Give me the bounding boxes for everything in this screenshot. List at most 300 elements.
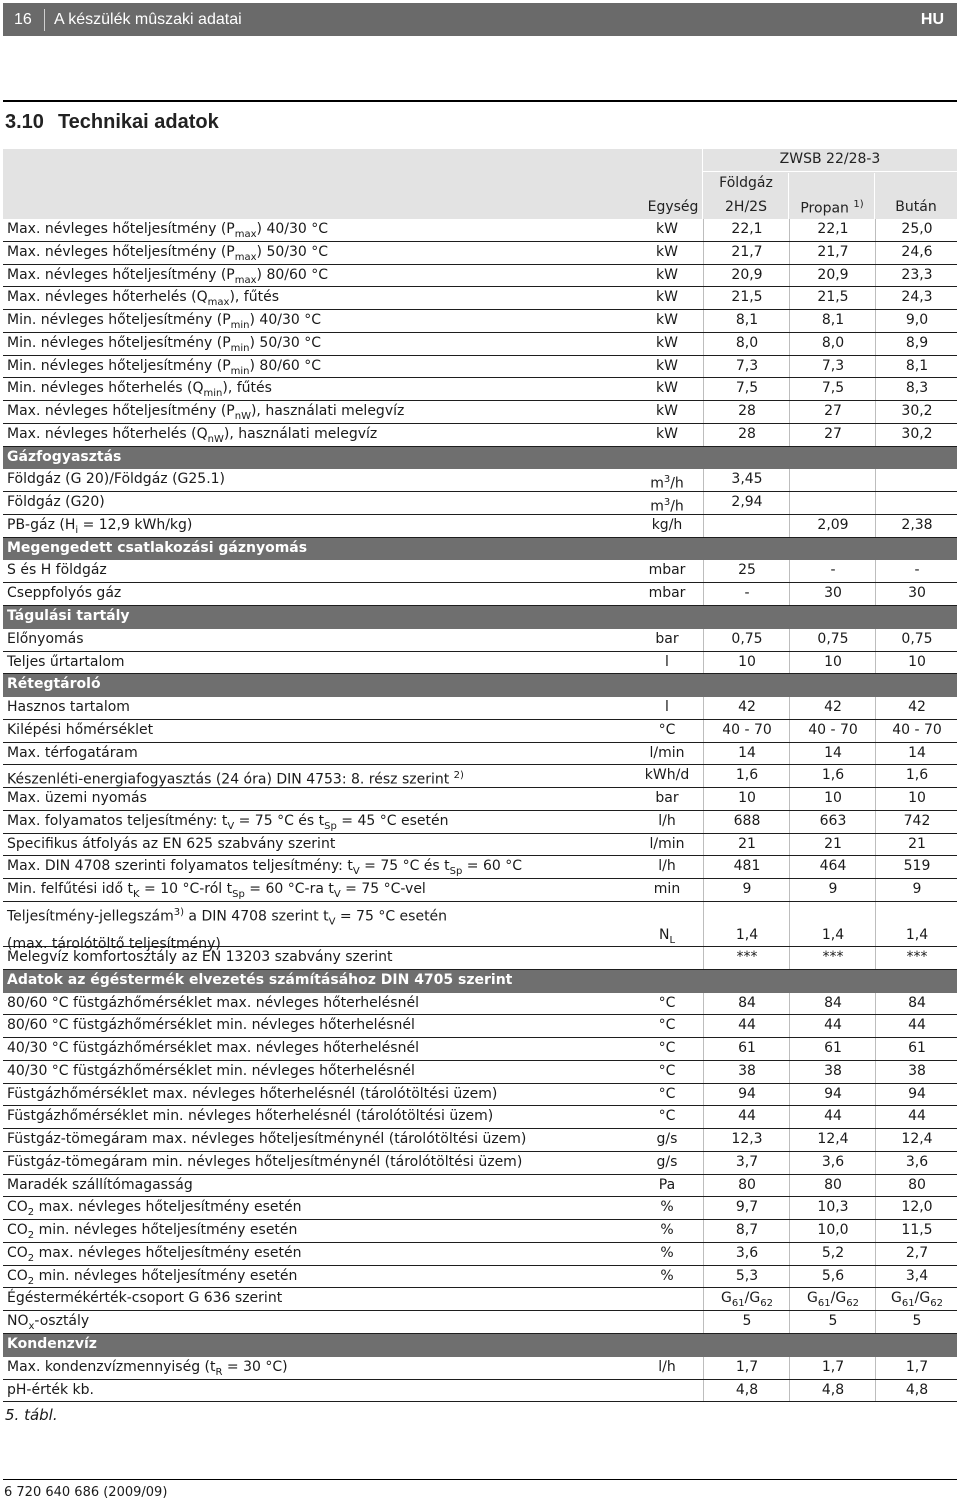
row-unit: kW: [656, 425, 678, 442]
document-number: 6 720 640 686 (2009/09): [4, 1485, 168, 1500]
column-divider: [789, 1129, 790, 1151]
column-divider: [703, 1243, 704, 1265]
row-unit: mbar: [648, 562, 686, 579]
value-butane: 40 - 70: [892, 721, 942, 738]
value-propane: 8,0: [821, 334, 845, 351]
column-divider: [789, 1175, 790, 1197]
row-label: Készenléti-energiafogyasztás (24 óra) DIN 4753: 8. rész szerint $^{2)}$: [7, 770, 464, 789]
value-propane: 21,5: [817, 289, 849, 306]
column-divider: [875, 993, 876, 1015]
value-propane: 5,2: [821, 1244, 845, 1261]
row-label: Max. térfogatáram: [7, 744, 138, 761]
column-divider: [875, 856, 876, 878]
value-butane: 11,5: [901, 1222, 933, 1239]
table-row: [3, 720, 957, 743]
row-label: Kilépési hőmérséklet: [7, 721, 154, 738]
table-row: [3, 1152, 957, 1175]
row-label: pH-érték kb.: [7, 1381, 94, 1398]
column-divider: [875, 720, 876, 742]
value-butane: 80: [908, 1176, 926, 1193]
row-label: Teljesítmény-jellegszám$^{3)}$ a DIN 4708 szerint $t_V = 75$ °C esetén (max. tárolótöltő teljesítmény): [7, 906, 448, 953]
value-propane: 1,4: [821, 926, 845, 943]
column-divider: [789, 765, 790, 787]
value-natural-gas: 80: [738, 1176, 756, 1193]
table-row: [3, 1311, 957, 1334]
column-divider: [703, 1129, 704, 1151]
value-natural-gas: ***: [736, 948, 758, 965]
row-label: Max. névleges hőterhelés $(Q_{nW})$, használati melegvíz: [7, 425, 378, 445]
column-divider: [789, 310, 790, 332]
column-divider: [703, 1084, 704, 1106]
value-propane: 27: [824, 403, 842, 420]
value-propane: 663: [819, 812, 847, 829]
column-divider: [789, 1152, 790, 1174]
column-divider: [875, 287, 876, 309]
spec-table: [3, 219, 957, 1402]
row-unit: mbar: [648, 585, 686, 602]
table-row: [3, 469, 957, 492]
column-divider: [875, 1152, 876, 1174]
table-row: [3, 1357, 957, 1380]
value-natural-gas: 1,7: [735, 1358, 759, 1375]
value-butane: 9,0: [905, 312, 929, 329]
column-divider: [789, 492, 790, 514]
chapter-title: A készülék mûszaki adatai: [54, 11, 242, 28]
row-label: Füstgázhőmérséklet min. névleges hőterhelésnél (tárolótöltési üzem): [7, 1108, 494, 1125]
table-row: [3, 333, 957, 356]
row-unit: kW: [656, 243, 678, 260]
column-divider: [789, 788, 790, 810]
column-divider: [789, 515, 790, 537]
column-divider: [789, 1357, 790, 1379]
section-number: 3.10: [5, 111, 44, 133]
column-divider: [875, 1357, 876, 1379]
table-row: [3, 1266, 957, 1289]
table-section-header: [3, 606, 957, 629]
column-divider: [789, 1106, 790, 1128]
butane-header: Bután: [895, 199, 937, 215]
row-label: Min. névleges hőteljesítmény $(P_{min})$ 80/60 °C: [7, 357, 321, 377]
column-divider: [875, 947, 876, 969]
column-divider: [789, 1084, 790, 1106]
table-row: [3, 219, 957, 242]
value-propane: ***: [822, 948, 844, 965]
row-unit: kW: [656, 312, 678, 329]
row-label: Min. felfűtési idő $t_K = 10$ °C-ról $t_{Sp} = 60$ °C-ra $t_V = 75$ °C-vel: [7, 881, 426, 900]
value-butane: 30: [908, 585, 926, 602]
row-unit: l/h: [658, 858, 676, 875]
column-divider: [703, 356, 704, 378]
row-unit: kW: [656, 266, 678, 283]
row-unit: l/h: [658, 812, 676, 829]
row-unit: kW: [656, 357, 678, 374]
row-unit: $N_L$: [658, 926, 676, 946]
row-label: Földgáz (G20): [7, 494, 105, 511]
row-label: $NO_x$-osztály: [7, 1313, 90, 1333]
row-label: Égéstermékérték-csoport G 636 szerint: [7, 1290, 283, 1307]
table-row: [3, 492, 957, 515]
value-natural-gas: 7,3: [735, 357, 759, 374]
value-butane: 14: [908, 744, 926, 761]
row-unit: %: [660, 1267, 674, 1284]
row-unit: min: [653, 881, 681, 898]
row-label: Max. névleges hőteljesítmény $(P_{max})$ 40/30 °C: [7, 221, 329, 240]
column-divider: [875, 356, 876, 378]
table-row: [3, 1129, 957, 1152]
column-divider: [789, 287, 790, 309]
column-divider: [875, 1175, 876, 1197]
value-natural-gas: 8,7: [735, 1222, 759, 1239]
row-unit: l/min: [649, 744, 685, 761]
table-row: [3, 356, 957, 379]
column-divider: [703, 947, 704, 969]
gas-group-header: Földgáz: [719, 175, 773, 191]
row-label: Max. névleges hőteljesítmény $(P_{nW})$, használati melegvíz: [7, 403, 405, 422]
column-divider: [789, 1288, 790, 1310]
column-divider: [703, 1288, 704, 1310]
column-divider: [875, 219, 876, 241]
column-divider: [703, 219, 704, 241]
column-divider: [703, 310, 704, 332]
page-number: 16: [14, 11, 32, 28]
value-butane: 24,3: [901, 289, 933, 306]
section-label: Rétegtároló: [7, 676, 101, 693]
language-code: HU: [920, 11, 944, 28]
row-unit: $m^3/h$: [650, 474, 684, 493]
table-row: [3, 629, 957, 652]
value-butane: 61: [908, 1040, 926, 1057]
header-divider: [788, 173, 789, 219]
row-unit: °C: [658, 994, 676, 1011]
column-divider: [703, 515, 704, 537]
row-unit: l: [665, 699, 669, 716]
column-divider: [703, 378, 704, 400]
column-divider: [875, 1084, 876, 1106]
column-divider: [875, 401, 876, 423]
value-propane: 30: [824, 585, 842, 602]
row-unit: kW: [656, 334, 678, 351]
value-butane: 1,4: [905, 926, 929, 943]
row-label: PB-gáz ($H_i = 12,9$ kWh/kg): [7, 516, 193, 536]
column-divider: [789, 834, 790, 856]
column-divider: [789, 1220, 790, 1242]
column-divider: [789, 652, 790, 674]
column-divider: [789, 378, 790, 400]
column-divider: [703, 765, 704, 787]
column-divider: [703, 424, 704, 446]
column-divider: [703, 993, 704, 1015]
value-natural-gas: 61: [738, 1040, 756, 1057]
value-natural-gas: 21,7: [731, 243, 763, 260]
value-propane: 1,7: [821, 1358, 845, 1375]
row-label: Min. névleges hőteljesítmény $(P_{min})$ 40/30 °C: [7, 312, 321, 331]
column-divider: [703, 265, 704, 287]
value-natural-gas: 9,7: [735, 1199, 759, 1216]
value-butane: 2,38: [901, 516, 933, 533]
column-divider: [875, 1038, 876, 1060]
row-unit: bar: [655, 790, 679, 807]
column-divider: [875, 1129, 876, 1151]
table-row: [3, 583, 957, 606]
column-divider: [875, 1197, 876, 1219]
value-natural-gas: 42: [738, 699, 756, 716]
row-label: Max. névleges hőterhelés $(Q_{max})$, fűtés: [7, 289, 279, 309]
table-section-header: [3, 538, 957, 561]
column-divider: [703, 333, 704, 355]
value-natural-gas: 21,5: [731, 289, 763, 306]
unit-header: Egység: [647, 199, 699, 215]
row-label: $CO_2$ min. névleges hőteljesítmény esetén: [7, 1222, 298, 1241]
column-divider: [703, 1357, 704, 1379]
value-propane: 14: [824, 744, 842, 761]
value-propane: 22,1: [817, 221, 849, 237]
value-propane: 61: [824, 1040, 842, 1057]
column-divider: [875, 629, 876, 651]
row-unit: °C: [658, 1108, 676, 1125]
value-natural-gas: 8,1: [735, 312, 759, 329]
column-divider: [875, 583, 876, 605]
column-divider: [789, 697, 790, 719]
value-butane: 8,1: [905, 357, 929, 374]
value-butane: 42: [908, 699, 926, 716]
value-propane: 21,7: [817, 243, 849, 260]
value-natural-gas: 1,6: [735, 767, 759, 784]
column-divider: [789, 242, 790, 264]
table-section-header: [3, 970, 957, 993]
value-natural-gas: 4,8: [735, 1381, 759, 1398]
row-label: Max. névleges hőteljesítmény $(P_{max})$ 50/30 °C: [7, 243, 329, 263]
section-label: Tágulási tartály: [7, 608, 130, 625]
column-divider: [789, 1243, 790, 1265]
section-label: Kondenzvíz: [7, 1335, 97, 1352]
row-unit: kWh/d: [644, 767, 690, 784]
row-label: Max. DIN 4708 szerinti folyamatos teljesítmény: $t_V = 75$ °C és $t_{Sp} = 60$ °C: [7, 858, 523, 878]
row-unit: kg/h: [651, 516, 683, 533]
propane-header: [789, 199, 875, 217]
column-divider: [875, 765, 876, 787]
column-divider: [875, 788, 876, 810]
table-row: [3, 1220, 957, 1243]
value-propane: $G_{61}/G_{62}$: [807, 1290, 859, 1310]
value-propane: 5,6: [821, 1267, 845, 1284]
column-divider: [789, 811, 790, 833]
value-butane: 9: [912, 881, 922, 898]
column-divider: [703, 287, 704, 309]
table-row: [3, 515, 957, 538]
value-butane: 10: [908, 653, 926, 670]
value-butane: 1,7: [905, 1358, 929, 1375]
table-row: [3, 993, 957, 1016]
row-unit: kW: [656, 221, 678, 237]
column-divider: [875, 1311, 876, 1333]
column-divider: [703, 1015, 704, 1037]
table-row: [3, 788, 957, 811]
row-label: Előnyomás: [7, 630, 84, 647]
column-divider: [703, 242, 704, 264]
column-divider: [703, 1175, 704, 1197]
value-butane: 84: [908, 994, 926, 1011]
column-divider: [875, 1266, 876, 1288]
column-divider: [703, 401, 704, 423]
row-unit: %: [660, 1244, 674, 1261]
column-divider: [789, 1266, 790, 1288]
value-propane: 38: [824, 1062, 842, 1079]
value-butane: $G_{61}/G_{62}$: [891, 1290, 943, 1310]
value-propane: 42: [824, 699, 842, 716]
row-label: 80/60 °C füstgázhőmérséklet max. névleges hőterhelésnél: [7, 994, 419, 1011]
column-divider: [875, 1288, 876, 1310]
header-divider: [874, 173, 875, 219]
column-divider: [875, 1243, 876, 1265]
value-butane: 8,3: [905, 380, 929, 397]
value-natural-gas: 21: [738, 835, 756, 852]
table-section-header: [3, 674, 957, 697]
value-natural-gas: 12,3: [731, 1131, 763, 1148]
column-divider: [875, 834, 876, 856]
section-title-text: Technikai adatok: [57, 111, 219, 133]
value-propane: 12,4: [817, 1131, 849, 1148]
value-butane: 1,6: [905, 767, 929, 784]
propane-label: Propan: [800, 200, 849, 217]
value-butane: 25,0: [901, 221, 933, 237]
column-divider: [789, 720, 790, 742]
value-natural-gas: 0,75: [731, 630, 763, 647]
column-divider: [703, 856, 704, 878]
table-row: [3, 1288, 957, 1311]
row-unit: l/min: [649, 835, 685, 852]
table-row: [3, 1038, 957, 1061]
value-butane: 5: [912, 1313, 922, 1330]
column-divider: [875, 902, 876, 946]
column-divider: [789, 1015, 790, 1037]
value-natural-gas: 38: [738, 1062, 756, 1079]
value-butane: 24,6: [901, 243, 933, 260]
value-butane: 4,8: [905, 1381, 929, 1398]
row-label: Füstgázhőmérséklet max. névleges hőterhelésnél (tárolótöltési üzem): [7, 1085, 498, 1102]
column-divider: [875, 1015, 876, 1037]
column-divider: [875, 1380, 876, 1402]
row-unit: g/s: [656, 1153, 678, 1170]
value-natural-gas: $G_{61}/G_{62}$: [721, 1290, 773, 1310]
table-row: [3, 834, 957, 857]
row-unit: l/h: [658, 1358, 676, 1375]
value-butane: 94: [908, 1085, 926, 1102]
value-natural-gas: 3,45: [731, 471, 763, 488]
value-propane: 10: [824, 790, 842, 807]
value-propane: 80: [824, 1176, 842, 1193]
row-unit: °C: [658, 1085, 676, 1102]
table-section-header: [3, 447, 957, 470]
row-unit: l: [665, 653, 669, 670]
value-butane: 10: [908, 790, 926, 807]
column-divider: [875, 743, 876, 765]
header-separator: [44, 9, 45, 31]
value-natural-gas: 44: [738, 1108, 756, 1125]
row-unit: kW: [656, 403, 678, 420]
column-divider: [703, 1380, 704, 1402]
value-propane: 40 - 70: [808, 721, 858, 738]
value-natural-gas: 20,9: [731, 266, 763, 283]
table-row: [3, 1197, 957, 1220]
row-label: Min. névleges hőterhelés $(Q_{min})$, fűtés: [7, 380, 272, 400]
column-divider: [703, 834, 704, 856]
section-title: [5, 111, 219, 134]
table-row: [3, 310, 957, 333]
value-butane: 30,2: [901, 425, 933, 442]
column-divider: [703, 583, 704, 605]
column-divider: [703, 652, 704, 674]
column-divider: [703, 1152, 704, 1174]
column-divider: [789, 879, 790, 901]
column-divider: [789, 583, 790, 605]
table-row: [3, 378, 957, 401]
row-label: 40/30 °C füstgázhőmérséklet min. névleges hőterhelésnél: [7, 1062, 415, 1079]
value-natural-gas: 8,0: [735, 334, 759, 351]
row-label: Füstgáz-tömegáram min. névleges hőteljesítménynél (tárolótöltési üzem): [7, 1153, 523, 1170]
column-divider: [789, 1061, 790, 1083]
value-butane: 2,7: [905, 1244, 929, 1261]
table-row: [3, 697, 957, 720]
column-divider: [875, 1061, 876, 1083]
value-propane: 7,3: [821, 357, 845, 374]
column-divider: [789, 1197, 790, 1219]
value-natural-gas: 5,3: [735, 1267, 759, 1284]
row-label: Max. folyamatos teljesítmény: $t_V = 75$ °C és $t_{Sp} = 45$ °C esetén: [7, 812, 449, 832]
value-butane: 44: [908, 1017, 926, 1034]
column-divider: [703, 492, 704, 514]
page-header: [3, 3, 957, 36]
table-row: [3, 1061, 957, 1084]
value-natural-gas: 7,5: [735, 380, 759, 397]
value-butane: 12,4: [901, 1131, 933, 1148]
section-label: Megengedett csatlakozási gáznyomás: [7, 539, 308, 556]
column-divider: [789, 629, 790, 651]
value-natural-gas: 84: [738, 994, 756, 1011]
value-propane: 9: [828, 881, 838, 898]
table-row: [3, 401, 957, 424]
column-divider: [703, 1220, 704, 1242]
column-divider: [875, 265, 876, 287]
row-label: Földgáz (G 20)/Földgáz (G25.1): [7, 471, 226, 488]
column-divider: [789, 947, 790, 969]
column-divider: [875, 697, 876, 719]
column-divider: [875, 1106, 876, 1128]
value-propane: 1,6: [821, 767, 845, 784]
value-propane: 7,5: [821, 380, 845, 397]
column-divider: [703, 1311, 704, 1333]
row-label: $CO_2$ max. névleges hőteljesítmény esetén: [7, 1199, 302, 1219]
value-natural-gas: 14: [738, 744, 756, 761]
row-label: Hasznos tartalom: [7, 699, 130, 716]
column-divider: [703, 1038, 704, 1060]
column-divider: [703, 1266, 704, 1288]
column-divider: [703, 743, 704, 765]
column-divider: [789, 743, 790, 765]
table-row: [3, 856, 957, 879]
column-divider: [789, 1380, 790, 1402]
row-label: $CO_2$ min. névleges hőteljesítmény esetén: [7, 1267, 298, 1287]
row-label: Füstgáz-tömegáram max. névleges hőteljesítménynél (tárolótöltési üzem): [7, 1131, 527, 1148]
value-propane: 10,0: [817, 1222, 849, 1239]
value-butane: 44: [908, 1108, 926, 1125]
value-propane: 94: [824, 1085, 842, 1102]
row-unit: °C: [658, 1040, 676, 1057]
value-butane: 742: [903, 812, 931, 829]
value-butane: ***: [906, 948, 928, 965]
column-divider: [789, 333, 790, 355]
column-divider: [789, 219, 790, 241]
footer-rule: [3, 1479, 957, 1480]
